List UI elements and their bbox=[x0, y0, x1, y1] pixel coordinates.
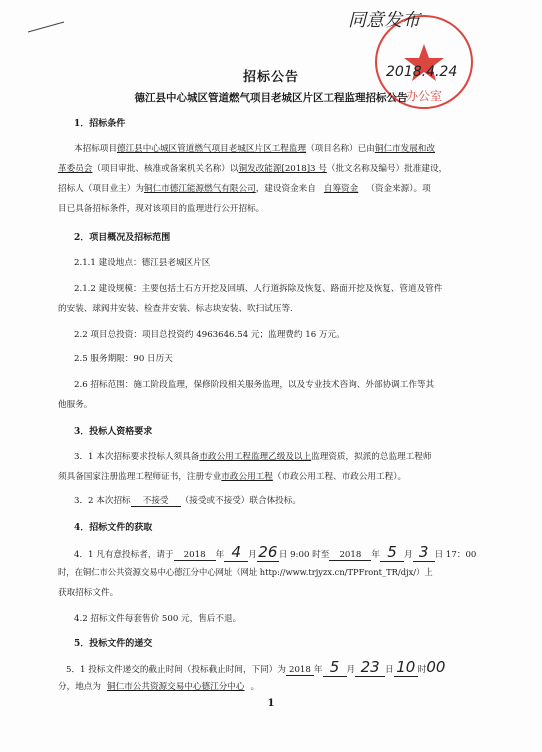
submission-place: 铜仁市公共资源交易中心德江分中心 bbox=[106, 682, 245, 692]
text: 3．2 本次招标 bbox=[74, 496, 131, 506]
consortium-accept-value: 不接受 bbox=[131, 494, 181, 507]
deadline-minute: 00 bbox=[426, 658, 446, 676]
text: 月 bbox=[248, 550, 257, 560]
text: 年 bbox=[371, 550, 380, 560]
s3-consortium bbox=[74, 494, 301, 507]
text: ，建设资金来自 bbox=[255, 184, 316, 194]
handwritten-signature: 同意发布 bbox=[348, 10, 420, 31]
text: （资金来源）。项 bbox=[366, 184, 431, 194]
text: 招标人（项目业主）为 bbox=[58, 184, 144, 194]
start-month: 4 bbox=[224, 543, 248, 562]
section-2-heading: 2．项目概况及招标范围 bbox=[74, 233, 171, 243]
text: （批文名称及编号）批准建设， bbox=[326, 164, 448, 174]
text: 本招标项目 bbox=[74, 144, 117, 154]
s2-scale-line2: 的安装、球阀井安装、检查井安装、标志块安装、吹扫试压等. bbox=[58, 304, 293, 314]
registered-major: 市政公用工程 bbox=[221, 472, 273, 482]
s2-scale-line1: 2.1.2 建设规模：主要包括土石方开挖及回填、人行道拆除及恢复、路面开挖及恢复、管道及管件 bbox=[74, 284, 443, 294]
s2-scope-line1: 2.6 招标范围：施工阶段监理，保修阶段相关服务监理，以及专业技术咨询、外部协调工作等其 bbox=[74, 380, 435, 390]
text: （项目审批、核准或备案机关名称）以 bbox=[92, 164, 239, 174]
section-3-heading: 3．投标人资格要求 bbox=[74, 427, 153, 437]
section-1-heading: 1．招标条件 bbox=[74, 119, 126, 129]
end-month: 5 bbox=[380, 543, 404, 562]
s4-period-line3: 获取招标文件。 bbox=[58, 588, 119, 598]
text: 3．1 本次招标要求投标人须具备 bbox=[74, 452, 200, 462]
text: （接受或不接受）联合体投标。 bbox=[180, 496, 301, 506]
s4-period-line1 bbox=[74, 543, 476, 562]
text: 4．1 凡有意投标者，请于 bbox=[74, 550, 174, 560]
text: （市政公用工程、市政公用工程）。 bbox=[272, 472, 407, 482]
text: 日 17：00 bbox=[434, 550, 477, 560]
s4-price: 4.2 招标文件每套售价 500 元，售后不退。 bbox=[74, 614, 242, 624]
start-day: 26 bbox=[258, 543, 278, 561]
required-qualification: 市政公用工程监理乙级及以上 bbox=[199, 452, 312, 462]
s1-line2 bbox=[58, 162, 447, 174]
s2-scope-line2: 他服务。 bbox=[58, 400, 93, 410]
end-year: 2018 bbox=[329, 550, 371, 561]
text: 时 bbox=[417, 665, 427, 675]
end-day: 3 bbox=[413, 543, 435, 562]
deadline-month: 5 bbox=[323, 658, 347, 677]
text: 须具备国家注册监理工程师证书，注册专业 bbox=[58, 472, 222, 482]
deadline-hour: 10 bbox=[394, 658, 418, 677]
text: 分，地点为 bbox=[58, 682, 101, 692]
s2-service-period: 2.5 服务期限：90 日历天 bbox=[74, 354, 173, 364]
section-5-heading: 5．投标文件的递交 bbox=[74, 639, 153, 649]
s5-deadline-line2 bbox=[58, 680, 259, 692]
s2-investment: 2.2 项目总投资：项目总投资约 4963646.54 元；监理费约 16 万元。 bbox=[74, 330, 345, 340]
text: 监理资质，拟派的总监理工程师 bbox=[311, 452, 432, 462]
approver-part2: 革委员会 bbox=[58, 164, 93, 174]
section-4-heading: 4．招标文件的获取 bbox=[74, 523, 153, 533]
text: 月 bbox=[403, 550, 413, 560]
handwritten-date: 2018.4.24 bbox=[386, 64, 458, 80]
start-year: 2018 bbox=[174, 550, 216, 561]
approver-part1: 铜仁市发展和改 bbox=[374, 144, 435, 154]
project-name: 德江县中心城区管道燃气项目老城区片区工程监理 bbox=[116, 144, 307, 154]
text: 年 bbox=[215, 550, 225, 560]
text: 。 bbox=[250, 682, 260, 692]
page-title: 招标公告 bbox=[242, 70, 299, 85]
deadline-day: 23 bbox=[355, 658, 385, 677]
s3-qualification-line1 bbox=[74, 450, 431, 462]
deadline-year: 2018 bbox=[286, 665, 314, 676]
text: 月 bbox=[346, 665, 356, 675]
s4-period-line2: 时，在铜仁市公共资源交易中心德江分中心网址（网址 http://www.trjyzx.cn/TPFront_TR/djx/）上 bbox=[58, 567, 433, 577]
s1-line1 bbox=[74, 142, 435, 154]
s1-line3 bbox=[58, 182, 431, 194]
text: 年 bbox=[313, 665, 323, 675]
s5-deadline-line1 bbox=[66, 658, 445, 677]
pen-stroke-mark bbox=[26, 20, 66, 34]
fund-source: 自筹资金 bbox=[323, 184, 359, 194]
text: （项目名称）已由 bbox=[306, 144, 375, 154]
seal-text: 办公室 bbox=[405, 89, 443, 103]
s1-line4: 目已具备招标条件，现对该项目的监理进行公开招标。 bbox=[58, 204, 265, 214]
s3-qualification-line2 bbox=[58, 470, 406, 482]
page-number: 1 bbox=[267, 698, 275, 709]
text: 日 bbox=[385, 665, 394, 675]
owner-name: 铜仁市德江能源燃气有限公司 bbox=[143, 184, 256, 194]
text: 日 9:00 时至 bbox=[278, 550, 330, 560]
text: 5．1 投标文件递交的截止时间（投标截止时间，下同）为 bbox=[66, 665, 286, 675]
page-subtitle: 德江县中心城区管道燃气项目老城区片区工程监理招标公告 bbox=[134, 92, 408, 104]
s2-location: 2.1.1 建设地点：德江县老城区片区 bbox=[74, 258, 211, 268]
approval-doc-number: 铜发改能源[2018]3 号 bbox=[238, 164, 327, 174]
